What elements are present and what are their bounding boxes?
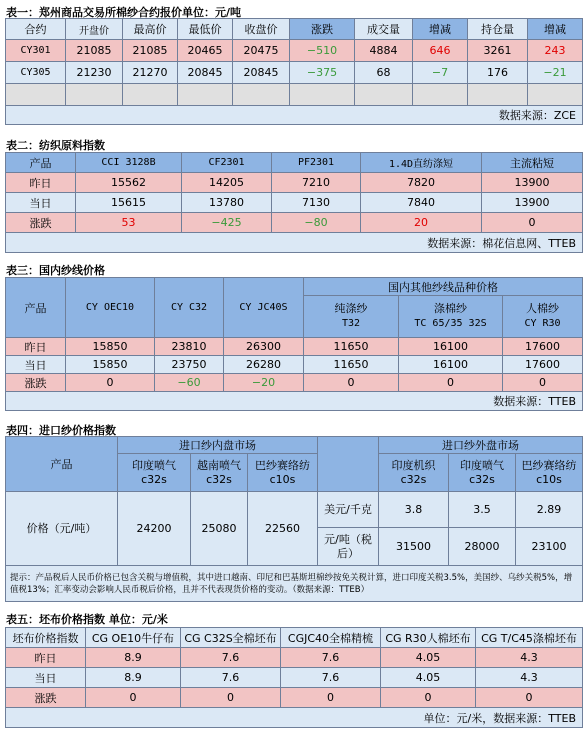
row-label: 当日 (6, 356, 66, 374)
header-cell: 成交量 (355, 19, 413, 40)
header-cell: 巴纱赛络纺 c10s (248, 454, 318, 492)
header-cell: 印度喷气 c32s (449, 454, 516, 492)
change-cell: 646 (413, 40, 468, 62)
row-label: 涨跌 (6, 213, 76, 233)
change-cell: −21 (528, 62, 583, 84)
source-row (6, 392, 583, 411)
header-cell: 最低价 (178, 19, 233, 40)
domestic-yarn-price-table (5, 277, 583, 411)
table-header-row (6, 153, 583, 173)
table-cell: 11650 (304, 356, 399, 374)
table-cell: 31500 (379, 528, 449, 566)
table-row (6, 338, 583, 356)
table-cell: 21270 (123, 62, 178, 84)
table-cell: 15615 (76, 193, 182, 213)
table-cell: 3.8 (379, 492, 449, 528)
contract-cell: CY305 (6, 62, 66, 84)
table-cell: 2.89 (516, 492, 583, 528)
table-cell: 4884 (355, 40, 413, 62)
change-cell: 243 (528, 40, 583, 62)
table-cell: 3.5 (449, 492, 516, 528)
zce-quote-table (5, 18, 583, 125)
table-cell: 7130 (272, 193, 361, 213)
header-cell: 最高价 (123, 19, 178, 40)
table-cell: 20475 (233, 40, 290, 62)
source-row (6, 106, 583, 125)
change-cell: 0 (503, 374, 583, 392)
header-cell: 产品 (6, 278, 66, 338)
table2-title: 表二：纺织原料指数 (6, 139, 105, 152)
table-cell: 17600 (503, 338, 583, 356)
note-row (6, 566, 583, 602)
row-label: 价格（元/吨） (6, 492, 118, 566)
change-cell: −7 (413, 62, 468, 84)
change-cell: −80 (272, 213, 361, 233)
table-cell: 13900 (482, 173, 583, 193)
header-cell: 主流粘短 (482, 153, 583, 173)
row-label: 当日 (6, 668, 86, 688)
table-cell: 68 (355, 62, 413, 84)
header-cell: 坯布价格指数 (6, 628, 86, 648)
table-cell: 26300 (224, 338, 304, 356)
table-cell: 15562 (76, 173, 182, 193)
header-cell: 越南喷气 c32s (191, 454, 248, 492)
row-label: 美元/千克 (318, 492, 379, 528)
table-cell: 7820 (361, 173, 482, 193)
table-cell: 13780 (182, 193, 272, 213)
table-row (6, 40, 583, 62)
table-header-row (6, 19, 583, 40)
table-cell: 21085 (66, 40, 123, 62)
header-cell: CY OEC10 (66, 278, 155, 338)
header-cell: 1.4D直纺涤短 (361, 153, 482, 173)
change-cell: −60 (155, 374, 224, 392)
table-cell: 16100 (399, 338, 503, 356)
table-cell: 22560 (248, 492, 318, 566)
table-row (6, 374, 583, 392)
table-cell: 20845 (233, 62, 290, 84)
table-row-empty (6, 84, 583, 106)
table-cell: 7210 (272, 173, 361, 193)
table-cell: 15850 (66, 356, 155, 374)
table1-title: 表一：郑州商品交易所棉纱合约报价单位：元/吨 (6, 6, 242, 19)
table-row (6, 62, 583, 84)
table-cell: 24200 (118, 492, 191, 566)
table-cell: 20845 (178, 62, 233, 84)
table-cell: 3261 (468, 40, 528, 62)
header-cell: 纯涤纱 T32 (304, 296, 399, 338)
row-label: 昨日 (6, 648, 86, 668)
table-header-row (6, 278, 583, 296)
header-cell: 收盘价 (233, 19, 290, 40)
table-cell: 8.9 (86, 668, 181, 688)
table-cell: 21230 (66, 62, 123, 84)
table-cell: 14205 (182, 173, 272, 193)
table-row (6, 213, 583, 233)
table-header-row (6, 628, 583, 648)
source-row (6, 233, 583, 253)
change-cell: 0 (476, 688, 583, 708)
table-cell: 176 (468, 62, 528, 84)
change-cell: 0 (181, 688, 281, 708)
change-cell: −425 (182, 213, 272, 233)
row-label: 当日 (6, 193, 76, 213)
table-row (6, 193, 583, 213)
data-source: 数据来源：ZCE (6, 106, 583, 125)
data-source: 数据来源：TTEB (6, 392, 583, 411)
change-cell: 0 (304, 374, 399, 392)
header-cell: 增减 (413, 19, 468, 40)
change-cell: 20 (361, 213, 482, 233)
source-row (6, 708, 583, 728)
table-row (6, 492, 583, 528)
table-cell: 7.6 (281, 668, 381, 688)
header-cell: CG T/C45涤棉坯布 (476, 628, 583, 648)
table-cell: 7.6 (181, 668, 281, 688)
header-cell: CCI 3128B (76, 153, 182, 173)
table-cell: 23750 (155, 356, 224, 374)
change-cell: −375 (290, 62, 355, 84)
table-cell: 21085 (123, 40, 178, 62)
row-label: 涨跌 (6, 374, 66, 392)
header-cell: 合约 (6, 19, 66, 40)
header-cell: CG C32S全棉坯布 (181, 628, 281, 648)
header-cell: 持仓量 (468, 19, 528, 40)
table-cell: 4.3 (476, 668, 583, 688)
table-cell: 23810 (155, 338, 224, 356)
header-cell: CGJC40全棉精梳 (281, 628, 381, 648)
table-cell: 28000 (449, 528, 516, 566)
table-row (6, 648, 583, 668)
change-cell: 0 (281, 688, 381, 708)
header-cell: CG R30人棉坯布 (381, 628, 476, 648)
disclaimer-note: 提示：产品税后人民币价格已包含关税与增值税，其中进口越南、印尼和巴基斯坦棉纱按免关税计算，进口印度关税3.5%，美国纱、乌纱关税5%，增值税13%；汇率变动会影响人民币税后价格，且并不代表现货价格的变动。（数据来源：TTEB） (6, 566, 583, 602)
table-cell: 13900 (482, 193, 583, 213)
textile-material-index-table (5, 152, 583, 253)
header-cell: 产品 (6, 437, 118, 492)
header-cell: 产品 (6, 153, 76, 173)
group-header: 进口纱外盘市场 (379, 437, 583, 454)
table-cell: 23100 (516, 528, 583, 566)
change-cell: −20 (224, 374, 304, 392)
header-cell: 涨跌 (290, 19, 355, 40)
header-cell: 巴纱赛络纺 c10s (516, 454, 583, 492)
imported-yarn-price-table (5, 436, 583, 602)
table-cell: 11650 (304, 338, 399, 356)
header-cell: 印度机织 c32s (379, 454, 449, 492)
change-cell: 0 (399, 374, 503, 392)
data-source: 数据来源：棉花信息网、TTEB (6, 233, 583, 253)
group-header: 国内其他纱线品种价格 (304, 278, 583, 296)
header-cell: CF2301 (182, 153, 272, 173)
table-row (6, 688, 583, 708)
table-cell: 4.3 (476, 648, 583, 668)
header-cell: CG OE10牛仔布 (86, 628, 181, 648)
table-cell: 4.05 (381, 648, 476, 668)
table-row (6, 173, 583, 193)
table3-title: 表三：国内纱线价格 (6, 264, 105, 277)
table-cell: 25080 (191, 492, 248, 566)
header-cell: CY C32 (155, 278, 224, 338)
header-cell: PF2301 (272, 153, 361, 173)
table-cell: 15850 (66, 338, 155, 356)
row-label: 元/吨（税后） (318, 528, 379, 566)
header-cell: 印度喷气 c32s (118, 454, 191, 492)
header-cell: 涤棉纱 TC 65/35 32S (399, 296, 503, 338)
contract-cell: CY301 (6, 40, 66, 62)
change-cell: −510 (290, 40, 355, 62)
table-row (6, 668, 583, 688)
change-cell: 0 (381, 688, 476, 708)
header-cell: 开盘价 (66, 19, 123, 40)
table4-title: 表四：进口纱价格指数 (6, 424, 116, 437)
table-header-row (6, 437, 583, 454)
table-cell: 8.9 (86, 648, 181, 668)
change-cell: 0 (66, 374, 155, 392)
header-cell: 增减 (528, 19, 583, 40)
header-cell: 人棉纱 CY R30 (503, 296, 583, 338)
table-cell: 7.6 (281, 648, 381, 668)
table-cell: 20465 (178, 40, 233, 62)
table5-title: 表五：坯布价格指数 单位：元/米 (6, 613, 168, 626)
table-cell: 16100 (399, 356, 503, 374)
header-cell: CY JC40S (224, 278, 304, 338)
table-row (6, 356, 583, 374)
group-header: 进口纱内盘市场 (118, 437, 318, 454)
change-cell: 0 (482, 213, 583, 233)
row-label: 昨日 (6, 338, 66, 356)
row-label: 涨跌 (6, 688, 86, 708)
table-cell: 7840 (361, 193, 482, 213)
row-label: 昨日 (6, 173, 76, 193)
grey-fabric-price-table (5, 627, 583, 728)
change-cell: 0 (86, 688, 181, 708)
table-cell: 7.6 (181, 648, 281, 668)
table-cell: 26280 (224, 356, 304, 374)
table-cell: 4.05 (381, 668, 476, 688)
table-cell: 17600 (503, 356, 583, 374)
data-source: 单位：元/米，数据来源：TTEB (6, 708, 583, 728)
change-cell: 53 (76, 213, 182, 233)
